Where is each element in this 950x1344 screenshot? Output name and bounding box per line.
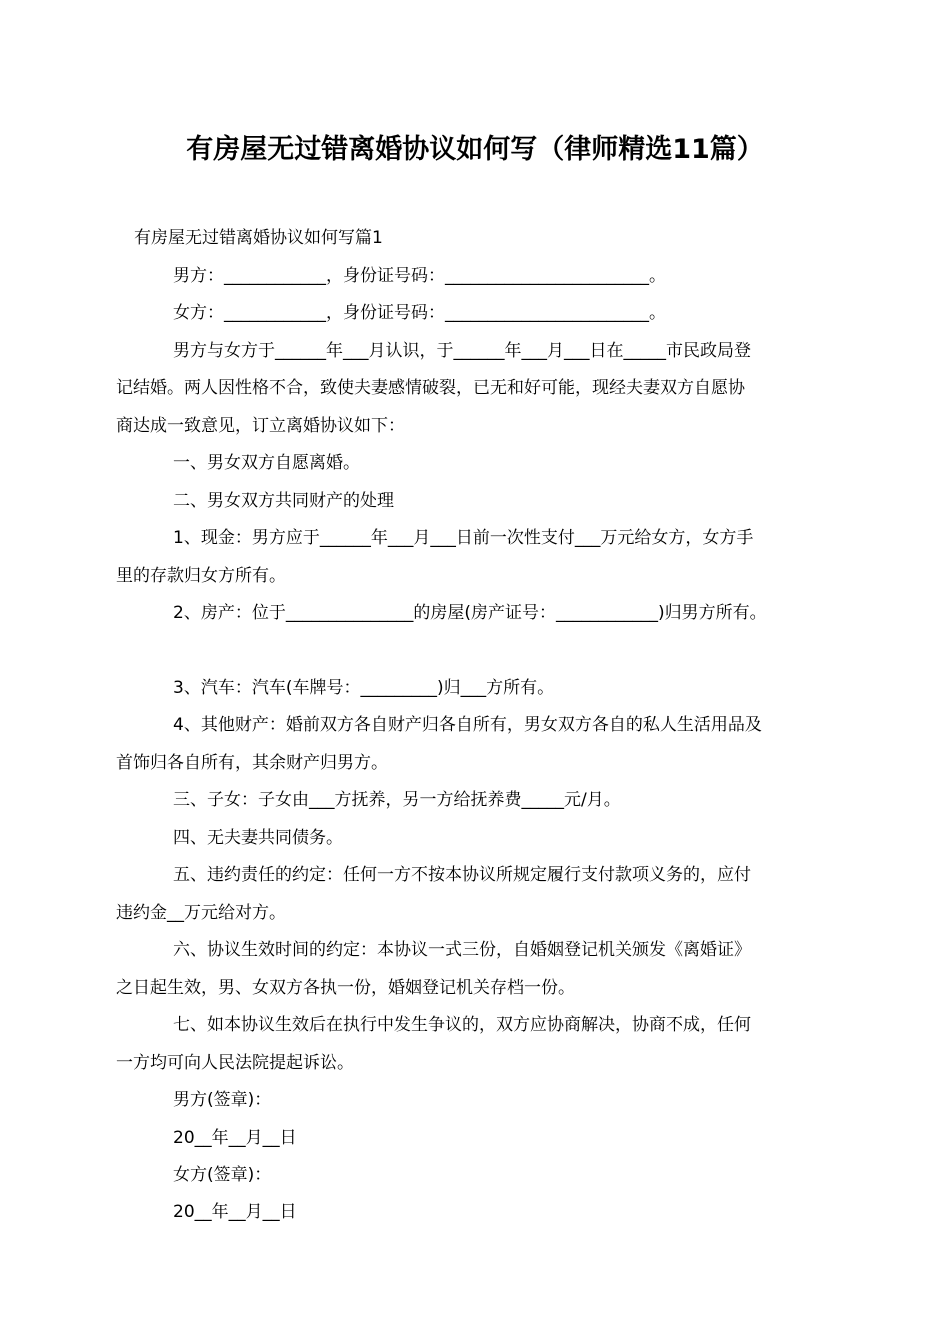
clause-line: 之日起生效，男、女双方各执一份，婚姻登记机关存档一份。	[116, 978, 575, 998]
clause-line: 3、汽车：汽车(车牌号：_________)归___方所有。	[173, 678, 555, 698]
clause-line: 首饰归各自所有，其余财产归男方。	[116, 753, 388, 773]
clause-line: 七、如本协议生效后在执行中发生争议的，双方应协商解决，协商不成，任何	[173, 1015, 751, 1035]
signature-line: 女方(签章)：	[173, 1165, 272, 1185]
signature-line: 男方(签章)：	[173, 1090, 272, 1110]
clause-line: 里的存款归女方所有。	[116, 566, 286, 586]
clause-line: 4、其他财产：婚前双方各自财产归各自所有，男女双方各自的私人生活用品及	[173, 715, 762, 735]
date-line: 20__年__月__日	[173, 1128, 297, 1148]
clause-line: 六、协议生效时间的约定：本协议一式三份，自婚姻登记机关颁发《离婚证》	[173, 940, 751, 960]
clause-line: 三、子女：子女由___方抚养，另一方给抚养费_____元/月。	[173, 790, 621, 810]
clause-line: 二、男女双方共同财产的处理	[173, 491, 394, 511]
wife-id-line: 女方：____________，身份证号码：________________________。	[173, 303, 666, 323]
paragraph-line: 商达成一致意见，订立离婚协议如下：	[116, 416, 405, 436]
clause-line: 一方均可向人民法院提起诉讼。	[116, 1053, 354, 1073]
paragraph-line: 记结婚。两人因性格不合，致使夫妻感情破裂，已无和好可能，现经夫妻双方自愿协	[116, 378, 745, 398]
clause-line: 四、无夫妻共同债务。	[173, 828, 343, 848]
clause-line: 2、房产：位于_______________的房屋(房产证号：____________)归男方所有。	[173, 603, 767, 623]
clause-line: 一、男女双方自愿离婚。	[173, 453, 360, 473]
document-title: 有房屋无过错离婚协议如何写（律师精选11篇）	[186, 134, 764, 165]
husband-id-line: 男方：____________，身份证号码：________________________。	[173, 266, 666, 286]
date-line: 20__年__月__日	[173, 1202, 297, 1222]
section-heading: 有房屋无过错离婚协议如何写篇1	[134, 228, 383, 248]
paragraph-line: 男方与女方于______年___月认识，于______年___月___日在_____市民政局登	[173, 341, 751, 361]
clause-line: 1、现金：男方应于______年___月___日前一次性支付___万元给女方，女方手	[173, 528, 754, 548]
clause-line: 违约金__万元给对方。	[116, 903, 286, 923]
clause-line: 五、违约责任的约定：任何一方不按本协议所规定履行支付款项义务的，应付	[173, 865, 751, 885]
